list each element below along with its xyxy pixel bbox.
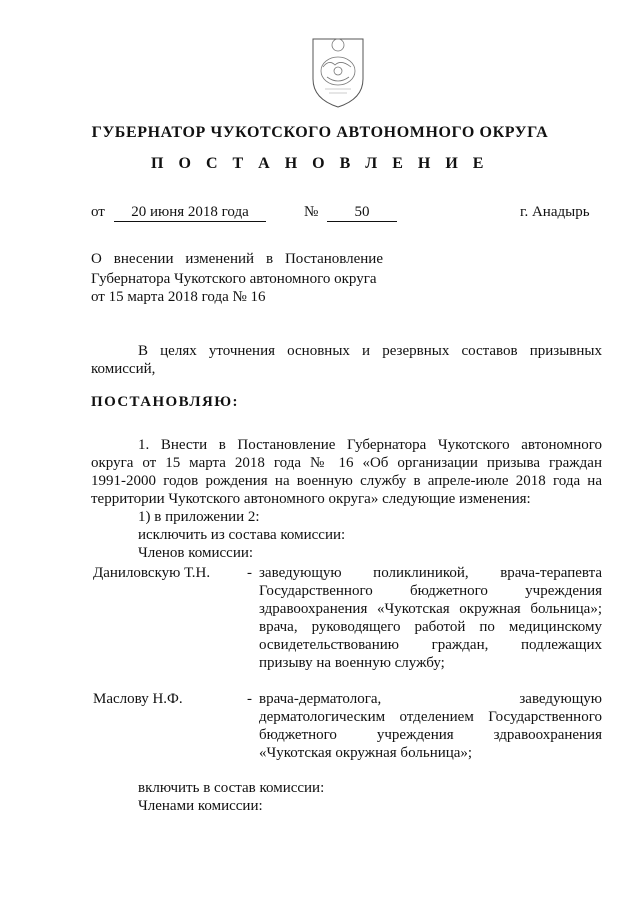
- person-role-line: врача-дерматолога, заведующую: [259, 691, 602, 707]
- exclude-label: исключить из состава комиссии:: [138, 527, 346, 543]
- preamble-line: В целях уточнения основных и резервных составов призывных: [138, 343, 602, 359]
- person-role-line: «Чукотская окружная больница»;: [259, 745, 473, 761]
- resolve-heading: ПОСТАНОВЛЯЮ:: [91, 394, 239, 410]
- person-role-line: врача, руководящего работой по медицинскому: [259, 619, 602, 635]
- preamble-line: комиссий,: [91, 361, 156, 377]
- person-role-line: призыву на военную службу;: [259, 655, 445, 671]
- document-number: 50: [327, 203, 397, 222]
- document-date: 20 июня 2018 года: [114, 203, 266, 222]
- person-role-line: заведующую поликлиникой, врача-терапевта: [259, 565, 602, 581]
- person-name: Даниловскую Т.Н.: [93, 565, 211, 581]
- date-prefix: от: [91, 204, 105, 220]
- paragraph-line: округа от 15 марта 2018 года № 16 «Об организации призыва граждан: [91, 455, 602, 471]
- include-label: включить в состав комиссии:: [138, 780, 325, 796]
- paragraph-line: территории Чукотского автономного округа» следующие изменения:: [91, 491, 531, 507]
- authority-title: ГУБЕРНАТОР ЧУКОТСКОГО АВТОНОМНОГО ОКРУГА: [91, 124, 549, 141]
- person-dash: -: [247, 565, 252, 581]
- number-label: №: [304, 204, 319, 220]
- document-city: г. Анадырь: [520, 204, 590, 220]
- paragraph-line: 1991-2000 годов рождения на военную службу в апреле-июле 2018 года на: [91, 473, 602, 489]
- item-label: 1) в приложении 2:: [138, 509, 260, 525]
- person-role-line: освидетельствованию граждан, подлежащих: [259, 637, 602, 653]
- document-type-title: П О С Т А Н О В Л Е Н И Е: [151, 155, 489, 172]
- members-label: Членов комиссии:: [138, 545, 254, 561]
- person-role-line: Государственного бюджетного учреждения: [259, 583, 602, 599]
- person-role-line: бюджетного учреждения здравоохранения: [259, 727, 602, 743]
- members-label-include: Членами комиссии:: [138, 798, 263, 814]
- subject-line: от 15 марта 2018 года № 16: [91, 289, 266, 305]
- person-role-line: дерматологическим отделением Государственного: [259, 709, 602, 725]
- chukotka-coat-of-arms-icon: [305, 29, 371, 109]
- subject-line: О внесении изменений в Постановление: [91, 251, 383, 267]
- person-dash: -: [247, 691, 252, 707]
- subject-line: Губернатора Чукотского автономного округа: [91, 271, 377, 287]
- paragraph-line: 1. Внести в Постановление Губернатора Чукотского автономного: [138, 437, 602, 453]
- person-role-line: здравоохранения «Чукотская окружная больница»;: [259, 601, 602, 617]
- person-name: Маслову Н.Ф.: [93, 691, 183, 707]
